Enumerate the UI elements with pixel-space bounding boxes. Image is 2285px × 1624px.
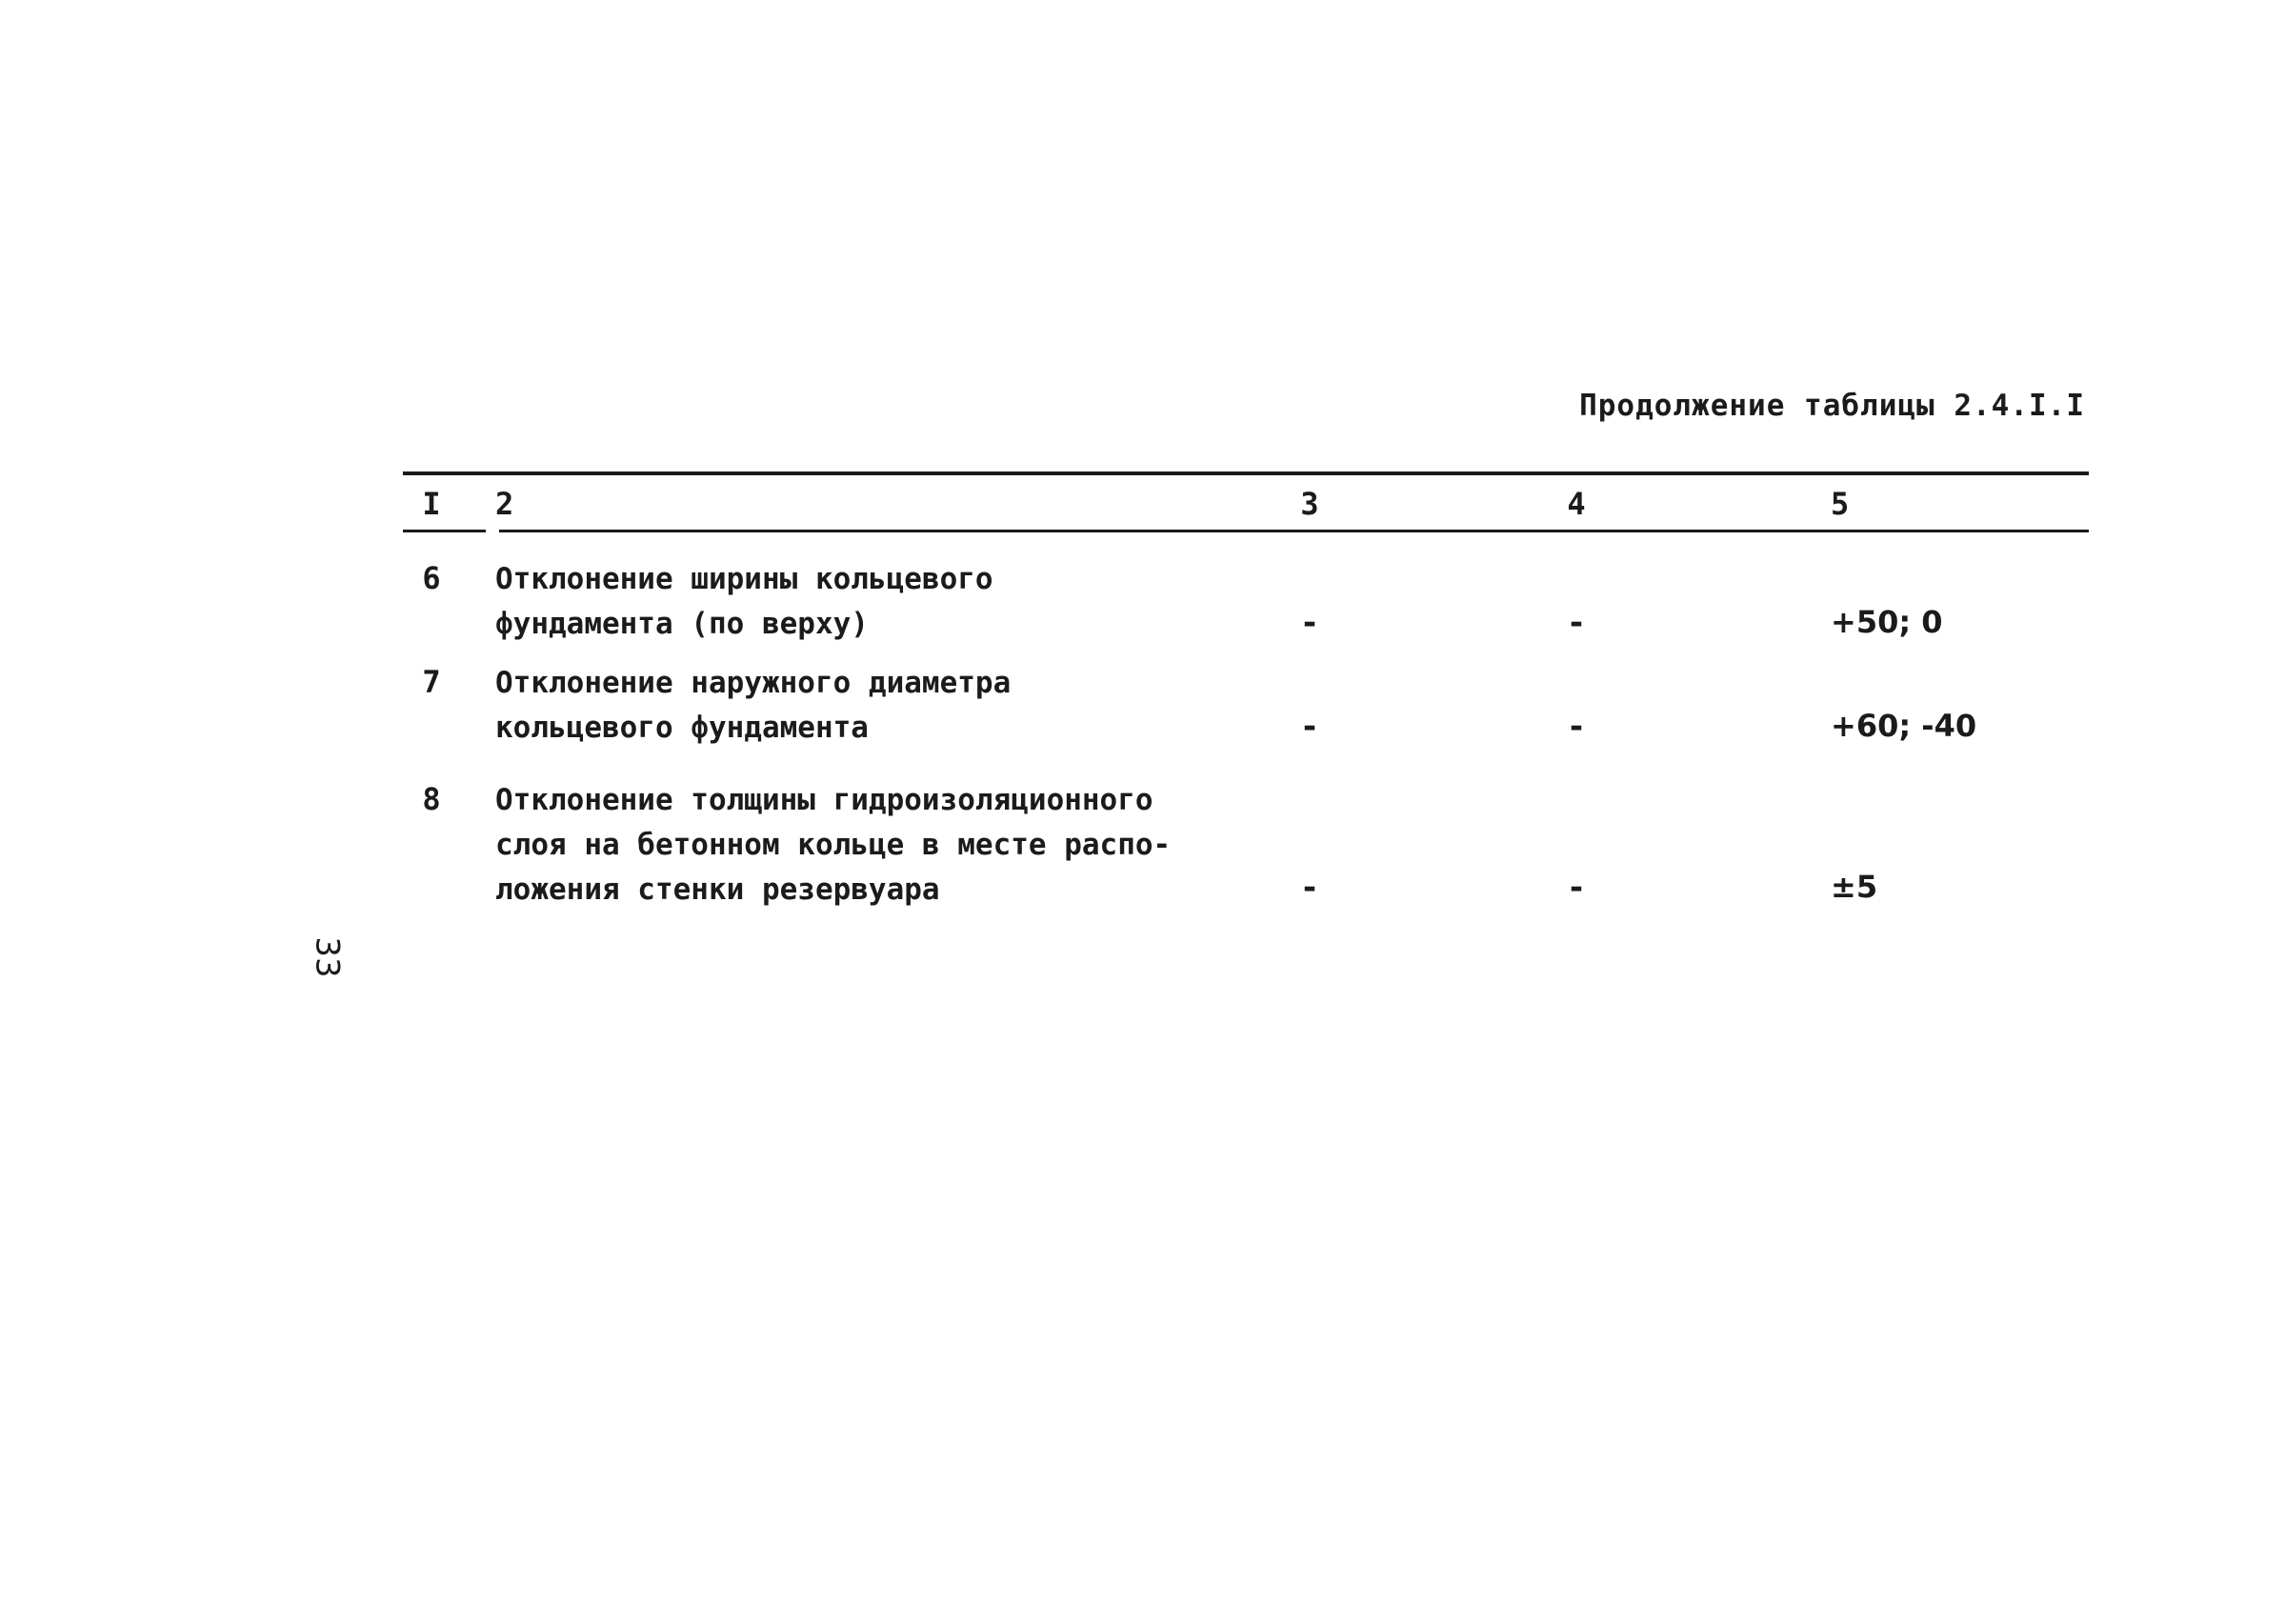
description-line: Отклонение толщины гидроизоляционного [495, 783, 1153, 817]
row-col5-value: ±5 [1831, 869, 1878, 905]
row-description [495, 778, 1171, 912]
row-col3-value: - [1299, 604, 1320, 642]
row-col5-value: +60; -40 [1831, 708, 1977, 744]
header-col-3: 3 [1300, 486, 1319, 522]
page-number: 33 [308, 936, 347, 978]
header-col-5: 5 [1831, 486, 1850, 522]
row-description [495, 557, 993, 647]
row-col5-value: +50; 0 [1831, 604, 1943, 640]
table-header-rule [403, 530, 2089, 532]
header-col-4: 4 [1567, 486, 1586, 522]
row-number: 8 [422, 781, 441, 817]
row-number: 7 [422, 664, 441, 700]
header-col-2: 2 [495, 486, 514, 522]
description-line: Отклонение наружного диаметра [495, 666, 1012, 700]
row-description [495, 661, 1011, 751]
header-rule-gap [486, 525, 499, 536]
description-line: ложения стенки резервуара [495, 872, 940, 907]
row-number: 6 [422, 560, 441, 596]
description-line: фундамента (по верху) [495, 607, 869, 641]
table-top-rule [403, 471, 2089, 475]
table-caption: Продолжение таблицы 2.4.I.I [1579, 389, 2085, 423]
description-line: Отклонение ширины кольцевого [495, 562, 993, 596]
header-col-1: I [422, 486, 441, 522]
row-col3-value: - [1299, 869, 1320, 907]
description-line: кольцевого фундамента [495, 711, 869, 745]
row-col4-value: - [1566, 869, 1587, 907]
row-col3-value: - [1299, 708, 1320, 746]
row-col4-value: - [1566, 604, 1587, 642]
description-line: слоя на бетонном кольце в месте распо- [495, 828, 1172, 862]
row-col4-value: - [1566, 708, 1587, 746]
